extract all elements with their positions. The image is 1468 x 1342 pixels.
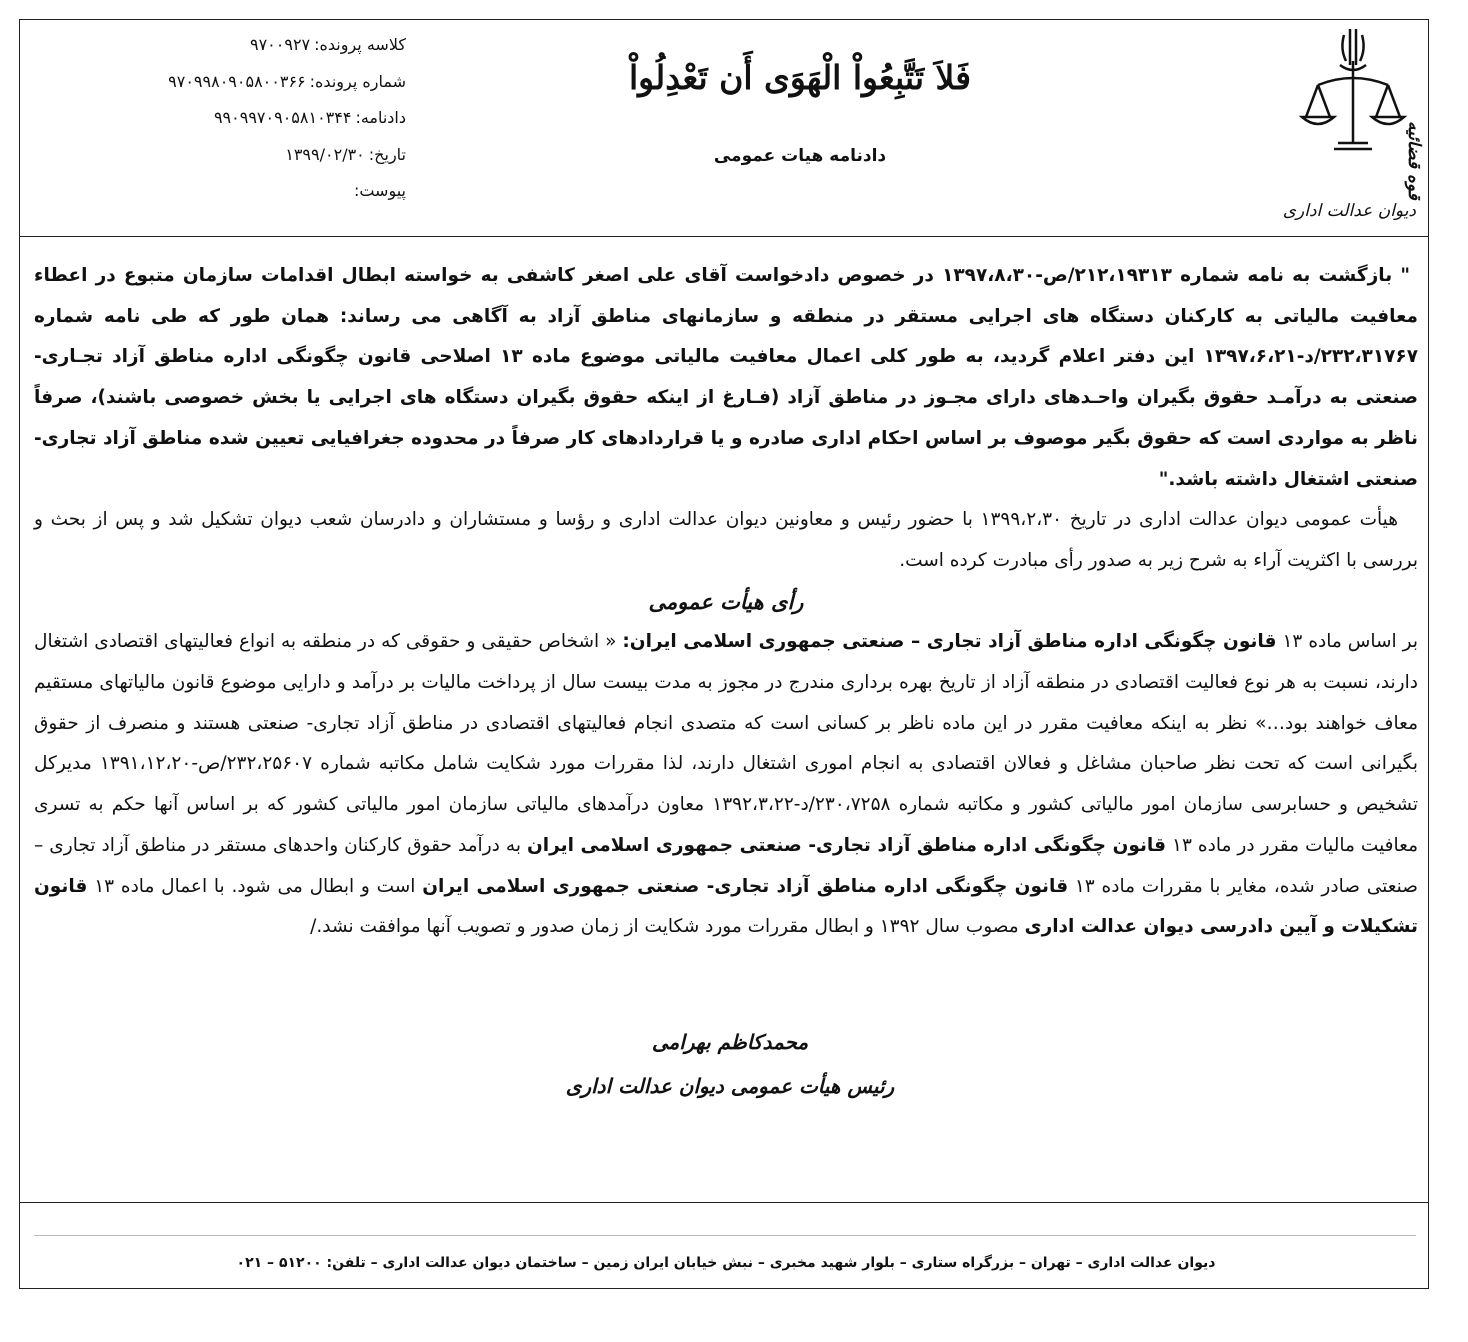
meta-label: دادنامه: bbox=[355, 108, 406, 127]
ruling-text: بر اساس ماده ۱۳ bbox=[1276, 631, 1418, 653]
quoted-letter: " بازگشت به نامه شماره ۲۱۲،۱۹۳۱۳/ص-۱۳۹۷،۸،۳۰ در خصوص دادخواست آقای علی اصغر کاشفی به خواسته ابطال اقدامات سازمان متبوع در اعطاء معافیت مالیاتی به کارکنان دستگاه های اجرایی مستقر در منطقه و سازمانهای مناطق آزاد به آگاهی می رساند: همان طور که طی نامه شماره ۲۳۲،۳۱۷۶۷/د-۱۳۹۷،۶،۲۱ این دفتر اعلام گردید، به طور کلی اعمال معافیت مالیاتی موضوع ماده ۱۳ اصلاحی قانون چگونگی اداره مناطق آزاد تجـاری- صنعتی به درآمـد حقوق بگیران واحـدهای دارای مجـوز در مناطق آزاد (فـارغ از اینکه حقوق بگیران دستگاه های اجرایی یا بخش خصوصی باشند)، صرفاً ناظر به مواردی است که حقوق بگیر موصوف بر اساس احکام اداری صادره و یا قراردادهای کار صرفاً در محدوده جغرافیایی تعیین شده مناطق آزاد تجاری- صنعتی اشتغال داشته باشد." bbox=[34, 265, 1418, 490]
meta-value: ۹۷۰۰۹۲۷ bbox=[249, 35, 311, 54]
footer-thin-rule bbox=[34, 1235, 1416, 1236]
signatory-title: رئیس هیأت عمومی دیوان عدالت اداری bbox=[565, 1074, 895, 1098]
meta-date bbox=[146, 142, 406, 179]
ruling-text: است و ابطال می شود. با اعمال ماده ۱۳ bbox=[87, 875, 423, 897]
law-reference: قانون چگونگی اداره مناطق آزاد تجاری- صنعتی جمهوری اسلامی ایران bbox=[527, 834, 1166, 856]
ruling-text: « اشخاص حقیقی و حقوقی که در منطقه به انواع فعالیتهای اقتصادی اشتغال دارند، نسبت به هر نوع فعالیت اقتصادی در منطقه آزاد از تاریخ بهره برداری مندرج در مجوز به مدت بیست سال از پرداخت مالیات بر درآمد و دارایی موضوع قانون مالیاتهای مستقیم معاف خواهند بود…» نظر به اینکه معافیت مقرر در این ماده ناظر بر کسانی است که متصدی انجام فعالیتهای اقتصادی در مناطق آزاد تجاری- صنعتی هستند و منصرف از حقوق بگیرانی است که تحت نظر صاحبان مشاغل و فعالان اقتصادی به انجام اموری اشتغال دارند، لذا مقررات مورد شکایت شامل مکاتبه شماره ۲۳۲،۲۵۶۰۷/ص-۱۳۹۱،۱۲،۲۰ مدیرکل تشخیص و حسابرسی سازمان امور مالیاتی کشور و مکاتبه شماره ۲۳۰،۷۲۵۸/د-۱۳۹۲،۳،۲۲ معاون درآمدهای مالیاتی سازمان امور مالیاتی کشور که بر اساس آنها حکم به تسری معافیت مالیات مقرر در ماده ۱۳ bbox=[34, 631, 1418, 856]
meta-value: ۹۷۰۹۹۸۰۹۰۵۸۰۰۳۶۶ bbox=[168, 71, 306, 91]
law-reference: قانون چگونگی اداره مناطق آزاد تجاری- صنعتی جمهوری اسلامی ایران bbox=[422, 875, 1069, 897]
judiciary-emblem bbox=[1278, 25, 1428, 221]
meta-case-class bbox=[146, 32, 406, 69]
page-title: دادنامه هیات عمومی bbox=[713, 146, 887, 166]
meta-label: پیوست: bbox=[353, 181, 406, 200]
signatory-name: محمدکاظم بهرامی bbox=[651, 1030, 809, 1054]
case-metadata bbox=[146, 32, 406, 215]
law-reference: قانون چگونگی اداره مناطق آزاد تجاری – صنعتی جمهوری اسلامی ایران: bbox=[622, 631, 1277, 653]
meta-label: شماره پرونده: bbox=[309, 71, 406, 91]
header-divider bbox=[19, 236, 1429, 237]
meta-value: ۹۹۰۹۹۷۰۹۰۵۸۱۰۳۴۴ bbox=[213, 108, 352, 127]
session-paragraph: هیأت عمومی دیوان عدالت اداری در تاریخ ۱۳۹۹،۲،۳۰ با حضور رئیس و معاونین دیوان عدالت اداری و رؤسا و مستشاران و دادرسان شعب دیوان تشکیل شد و پس از بحث و بررسی با اکثریت آراء به شرح زیر به صدور رأی مبادرت کرده است. bbox=[34, 509, 1418, 571]
quran-verse: فَلاَ تَتَّبِعُواْ الْهَوَى أَن تَعْدِلُواْ bbox=[628, 58, 972, 97]
ruling-text: به درآمد حقوق کارکنان واحدهای مستقر در مناطق آزاد تجاری – صنعتی صادر شده، مغایر با مقررات ماده ۱۳ bbox=[34, 834, 1418, 897]
law-reference: قانون تشکیلات و آیین دادرسی دیوان عدالت اداری bbox=[34, 875, 1418, 938]
meta-label: کلاسه پرونده: bbox=[314, 35, 406, 54]
signature-block bbox=[420, 1020, 1040, 1108]
footer-divider bbox=[19, 1202, 1429, 1203]
emblem-court-label: دیوان عدالت اداری bbox=[1282, 201, 1416, 221]
meta-attachment bbox=[146, 178, 406, 215]
footer-address: دیوان عدالت اداری – تهران – بزرگراه ستاری – بلوار شهید مخبری – نبش خیابان ایران زمین – ساختمان دیوان عدالت اداری – تلفن: ۵۱۲۰۰ – ۰۲۱ bbox=[236, 1255, 1216, 1271]
ruling-text: مصوب سال ۱۳۹۲ و ابطال مقررات مورد شکایت از زمان صدور و تصویب آنها موافقت نشد./ bbox=[310, 916, 1025, 938]
meta-case-number bbox=[146, 69, 406, 106]
meta-label: تاریخ: bbox=[368, 144, 406, 164]
ruling-heading: رأی هیأت عمومی bbox=[648, 588, 804, 614]
document-body bbox=[34, 256, 1418, 948]
ruling-paragraph bbox=[34, 622, 1418, 948]
scales-of-justice-icon bbox=[1298, 25, 1408, 175]
meta-verdict-number bbox=[146, 105, 406, 142]
meta-value: ۱۳۹۹/۰۲/۳۰ bbox=[285, 144, 365, 164]
emblem-judiciary-label: قوه قضائیه bbox=[1404, 121, 1424, 200]
